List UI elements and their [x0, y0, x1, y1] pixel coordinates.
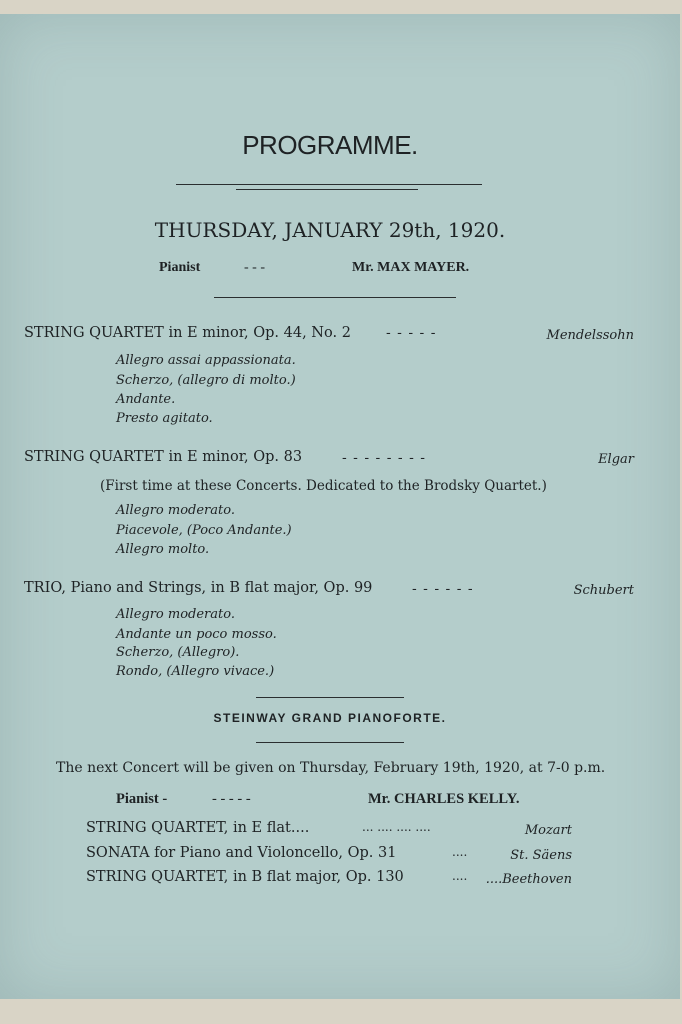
piece-composer: Schubert: [573, 583, 634, 598]
steinway-notice: STEINWAY GRAND PIANOFORTE.: [213, 711, 447, 725]
next-piece-title: STRING QUARTET, in E flat....: [86, 820, 310, 836]
date-rule: [214, 297, 456, 298]
next-piece-composer: Mozart: [524, 823, 572, 838]
next-pianist-dashes: - - - - -: [212, 791, 251, 807]
next-piece-dots: ....: [452, 869, 468, 883]
title-rule-bottom: [236, 189, 418, 190]
pianist-dashes: - - -: [244, 260, 265, 275]
next-pianist-name: Mr. CHARLES KELLY.: [368, 791, 520, 807]
next-piece-composer: ....Beethoven: [485, 872, 572, 887]
movement: Piacevole, (Poco Andante.): [116, 523, 292, 538]
pianist-label: Pianist: [159, 260, 201, 275]
next-concert-text: The next Concert will be given on Thursday, February 19th, 1920, at 7-0 p.m.: [56, 760, 606, 776]
movement: Presto agitato.: [116, 411, 213, 426]
piece-dashes: - - - - - - - -: [342, 450, 426, 466]
next-piece-title: SONATA for Piano and Violoncello, Op. 31: [86, 845, 397, 861]
next-piece-title: STRING QUARTET, in B flat major, Op. 130: [86, 869, 404, 885]
movement: Allegro moderato.: [116, 503, 235, 518]
movement: Scherzo, (allegro di molto.): [116, 373, 296, 388]
piece-note: (First time at these Concerts. Dedicated to the Brodsky Quartet.): [100, 478, 547, 494]
next-piece-dots: ....: [452, 845, 468, 859]
piece-composer: Mendelssohn: [546, 328, 634, 343]
movement: Andante un poco mosso.: [116, 627, 277, 642]
movement: Scherzo, (Allegro).: [116, 645, 240, 660]
next-piece-dots: ... .... .... ....: [362, 820, 431, 834]
next-piece-composer: St. Säens: [510, 848, 572, 863]
concert-date: THURSDAY, JANUARY 29th, 1920.: [154, 218, 506, 242]
next-pianist-label: Pianist -: [116, 791, 168, 807]
piece-composer: Elgar: [598, 452, 634, 467]
piece-dashes: - - - - - -: [412, 581, 474, 597]
movement: Allegro molto.: [116, 542, 210, 557]
movement: Andante.: [116, 392, 176, 407]
title-rule-top: [176, 184, 482, 185]
piece-title: STRING QUARTET in E minor, Op. 83: [24, 449, 303, 465]
steinway-rule-bottom: [256, 742, 404, 743]
movement: Allegro moderato.: [116, 607, 235, 622]
piece-title: STRING QUARTET in E minor, Op. 44, No. 2: [24, 325, 351, 341]
piece-dashes: - - - - -: [386, 325, 437, 341]
pianist-name: Mr. MAX MAYER.: [352, 260, 470, 275]
movement: Allegro assai appassionata.: [116, 353, 296, 368]
piece-title: TRIO, Piano and Strings, in B flat major, Op. 99: [24, 580, 373, 596]
programme-title: PROGRAMME.: [242, 130, 418, 160]
steinway-rule-top: [256, 697, 404, 698]
movement: Rondo, (Allegro vivace.): [116, 664, 275, 679]
